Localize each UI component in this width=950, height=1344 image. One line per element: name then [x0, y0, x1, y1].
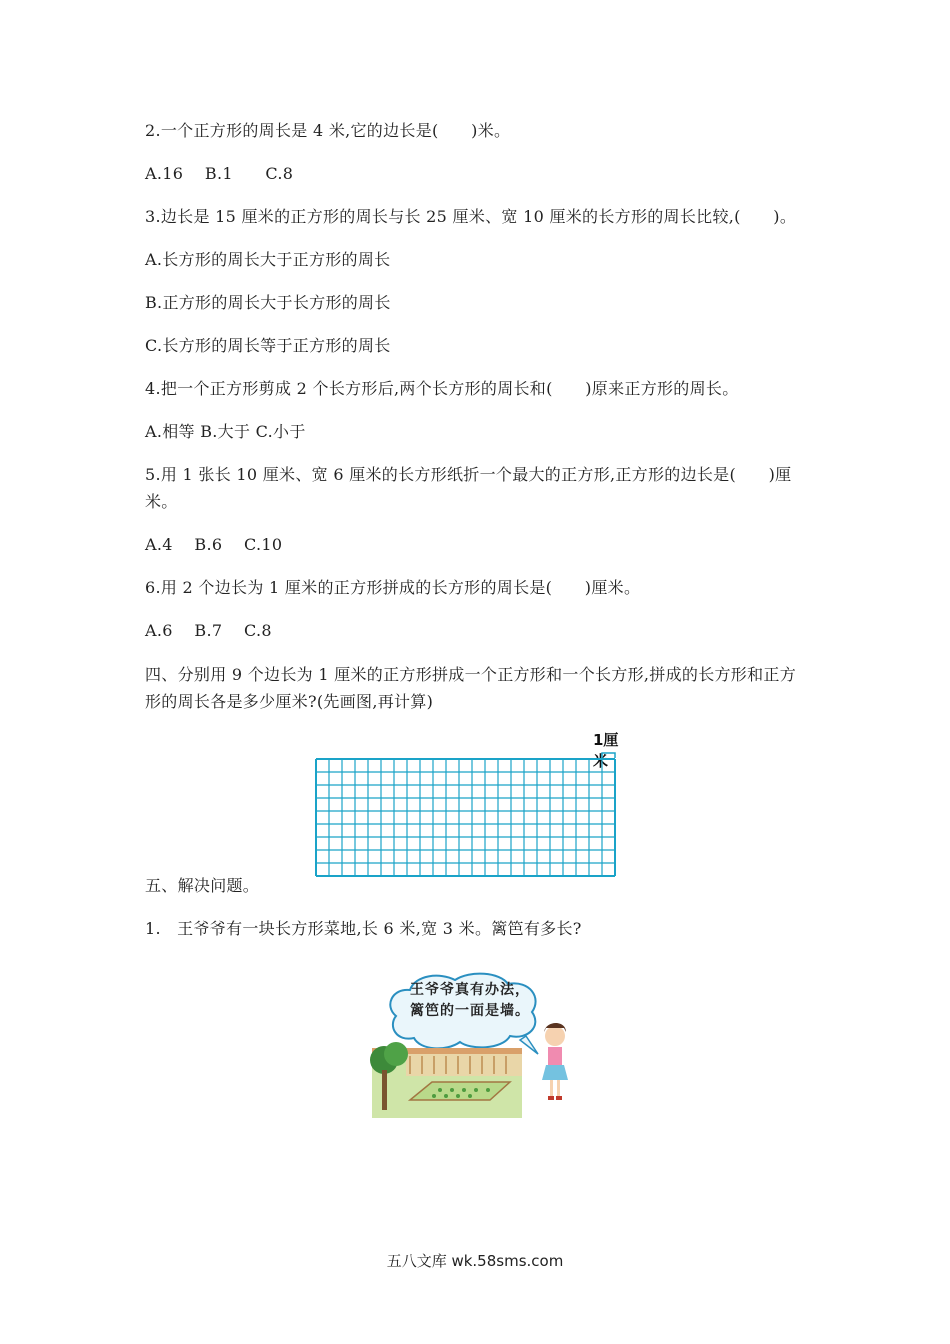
question-2-stem: 2.一个正方形的周长是 4 米,它的边长是( )米。 [145, 121, 511, 140]
question-3-stem: 3.边长是 15 厘米的正方形的周长与长 25 厘米、宽 10 厘米的长方形的周长比较,( )。 [145, 207, 797, 226]
question-4-stem: 4.把一个正方形剪成 2 个长方形后,两个长方形的周长和( )原来正方形的周长。 [145, 379, 739, 398]
grid-unit-label: 1厘米 [593, 731, 619, 770]
question-4-options: A.相等 B.大于 C.小于 [145, 422, 306, 441]
speech-bubble-text: 王爷爷真有办法，篱笆的一面是墙。 [410, 982, 530, 1019]
question-6-stem: 6.用 2 个边长为 1 厘米的正方形拼成的长方形的周长是( )厘米。 [145, 578, 641, 597]
page-footer: 五八文库 wk.58sms.com [386, 1252, 564, 1270]
question-5-stem: 5.用 1 张长 10 厘米、宽 6 厘米的长方形纸折一个最大的正方形,正方形的边长是( )厘米。 [145, 465, 792, 511]
section-4-text: 四、分别用 9 个边长为 1 厘米的正方形拼成一个正方形和一个长方形,拼成的长方形和正方形的周长各是多少厘米?(先画图,再计算) [145, 665, 796, 711]
question-3-option-c: C.长方形的周长等于正方形的周长 [145, 336, 391, 355]
section-5-question-1: 1. 王爷爷有一块长方形菜地,长 6 米,宽 3 米。篱笆有多长? [145, 919, 582, 938]
question-5-options: A.4 B.6 C.10 [145, 535, 283, 554]
question-2-options: A.16 B.1 C.8 [145, 164, 294, 183]
square-grid [314, 757, 624, 857]
square-grid-figure [314, 727, 624, 857]
question-6-options: A.6 B.7 C.8 [145, 621, 272, 640]
section-5-title: 五、解决问题。 [145, 876, 260, 895]
question-3-option-b: B.正方形的周长大于长方形的周长 [145, 293, 391, 312]
question-3-option-a: A.长方形的周长大于正方形的周长 [145, 250, 391, 269]
